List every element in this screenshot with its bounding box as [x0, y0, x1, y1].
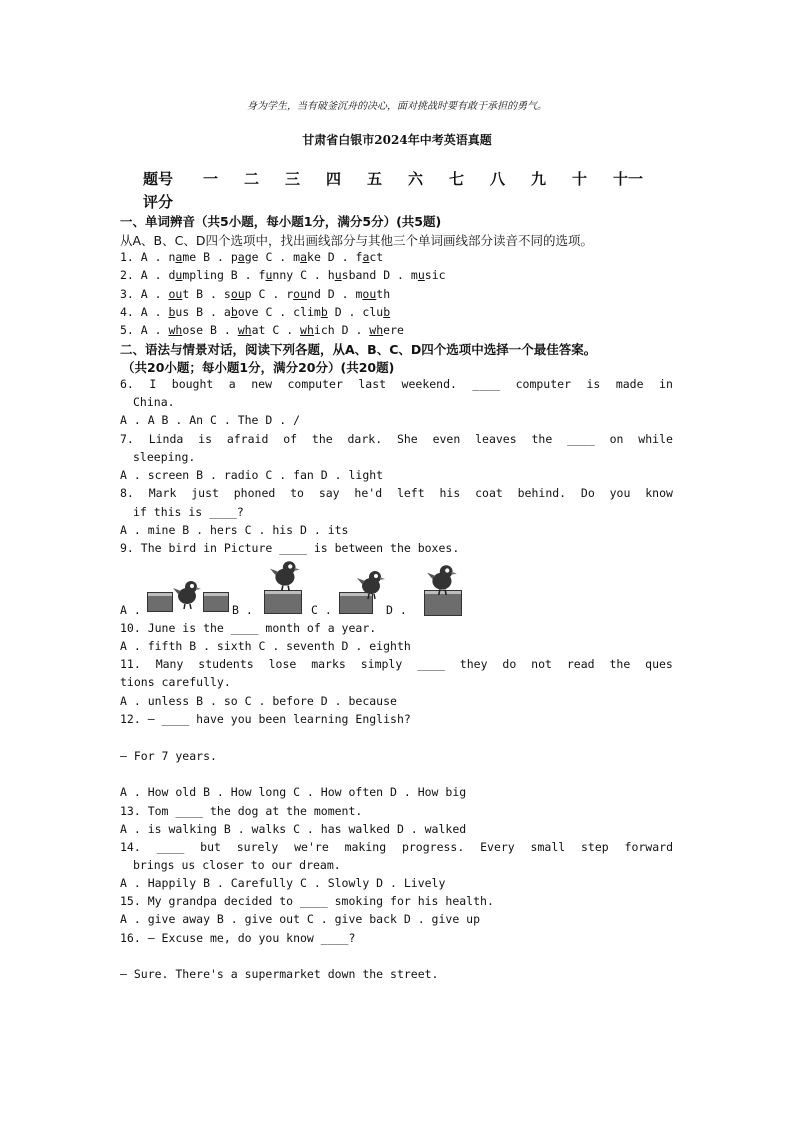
question-11-cont: tions carefully.	[120, 675, 231, 689]
question-11-options: A . unless B . so C . before D . because	[120, 694, 397, 708]
score-table	[143, 168, 654, 212]
section2-heading: 二、语法与情景对话，阅读下列各题，从A、B、C、D四个选项中选择一个最佳答案。	[120, 342, 597, 357]
question-16-reply: — Sure. There's a supermarket down the street.	[120, 967, 439, 981]
question-7-options: A . screen B . radio C . fan D . light	[120, 468, 384, 482]
page-title: 甘肃省白银市2024年中考英语真题	[302, 133, 492, 147]
question-14-options: A . Happily B . Carefully C . Slowly D . Lively	[120, 876, 446, 890]
col-10: 十	[572, 170, 588, 188]
question-14: 14. ____ but surely we're making progress. Every small step forward	[120, 840, 673, 854]
section1-instruction: 从A、B、C、D四个选项中，找出画线部分与其他三个单词画线部分读音不同的选项。	[120, 233, 593, 248]
question-8-options: A . mine B . hers C . his D . its	[120, 523, 349, 537]
option-b-label: B .	[232, 603, 253, 617]
col-5: 五	[367, 170, 383, 188]
question-13-options: A . is walking B . walks C . has walked D . walked	[120, 822, 467, 836]
box	[203, 592, 229, 612]
option-d-label: D .	[386, 603, 407, 617]
question-4: 4. A . bus B . above C . climb D . club	[120, 305, 391, 319]
question-11: 11. Many students lose marks simply ____ they do not read the ques	[120, 657, 673, 671]
option-a-label: A .	[120, 603, 141, 617]
picture-a	[147, 578, 229, 614]
question-7: 7. Linda is afraid of the dark. She even leaves the ____ on while	[120, 432, 673, 446]
col-4: 四	[326, 170, 342, 188]
col-1: 一	[203, 170, 219, 188]
question-8-cont: if this is ____?	[133, 505, 244, 519]
bird-icon	[357, 568, 387, 600]
section2-heading-2: （共20小题；每小题1分，满分20分）(共20题)	[122, 360, 395, 375]
col-11: 十一	[613, 170, 644, 188]
question-1: 1. A . name B . page C . make D . fact	[120, 250, 384, 264]
question-13: 13. Tom ____ the dog at the moment.	[120, 804, 363, 818]
bird-icon	[270, 558, 302, 592]
question-12-options: A . How old B . How long C . How often D . How big	[120, 785, 467, 799]
question-10-options: A . fifth B . sixth C . seventh D . eighth	[120, 639, 411, 653]
picture-d	[422, 562, 464, 614]
question-16: 16. — Excuse me, do you know ____?	[120, 931, 356, 945]
section1-heading: 一、单词辨音（共5小题，每小题1分，满分5分）(共5题)	[120, 214, 442, 229]
motto: 身为学生，当有破釜沉舟的决心，面对挑战时要有敢于承担的勇气。	[247, 101, 547, 112]
box	[147, 592, 173, 612]
question-6-cont: China.	[133, 395, 175, 409]
question-6-options: A . A B . An C . The D . /	[120, 413, 301, 427]
col-6: 六	[408, 170, 424, 188]
col-3: 三	[285, 170, 301, 188]
question-3: 3. A . out B . soup C . round D . mouth	[120, 287, 391, 301]
option-c-label: C .	[311, 603, 332, 617]
question-6: 6. I bought a new computer last weekend. ____ computer is made in	[120, 377, 673, 391]
col-2: 二	[244, 170, 260, 188]
question-15: 15. My grandpa decided to ____ smoking for his health.	[120, 894, 494, 908]
col-8: 八	[490, 170, 506, 188]
col-9: 九	[531, 170, 547, 188]
question-2: 2. A . dumpling B . funny C . husband D . music	[120, 268, 446, 282]
bird-icon	[426, 562, 460, 596]
question-12-reply: — For 7 years.	[120, 749, 217, 763]
picture-c	[339, 568, 387, 614]
col-7: 七	[449, 170, 465, 188]
question-14-cont: brings us closer to our dream.	[133, 858, 341, 872]
question-15-options: A . give away B . give out C . give back D . give up	[120, 912, 481, 926]
question-8: 8. Mark just phoned to say he'd left his coat behind. Do you know	[120, 486, 673, 500]
score-label: 评分	[143, 193, 174, 211]
picture-b	[264, 558, 306, 614]
question-12: 12. — ____ have you been learning English?	[120, 712, 411, 726]
bird-icon	[173, 578, 203, 610]
question-10: 10. June is the ____ month of a year.	[120, 621, 377, 635]
question-5: 5. A . whose B . what C . which D . where	[120, 323, 404, 337]
row-label: 题号	[143, 170, 174, 188]
question-7-cont: sleeping.	[133, 450, 196, 464]
box	[264, 590, 302, 614]
question-9: 9. The bird in Picture ____ is between the boxes.	[120, 541, 460, 555]
